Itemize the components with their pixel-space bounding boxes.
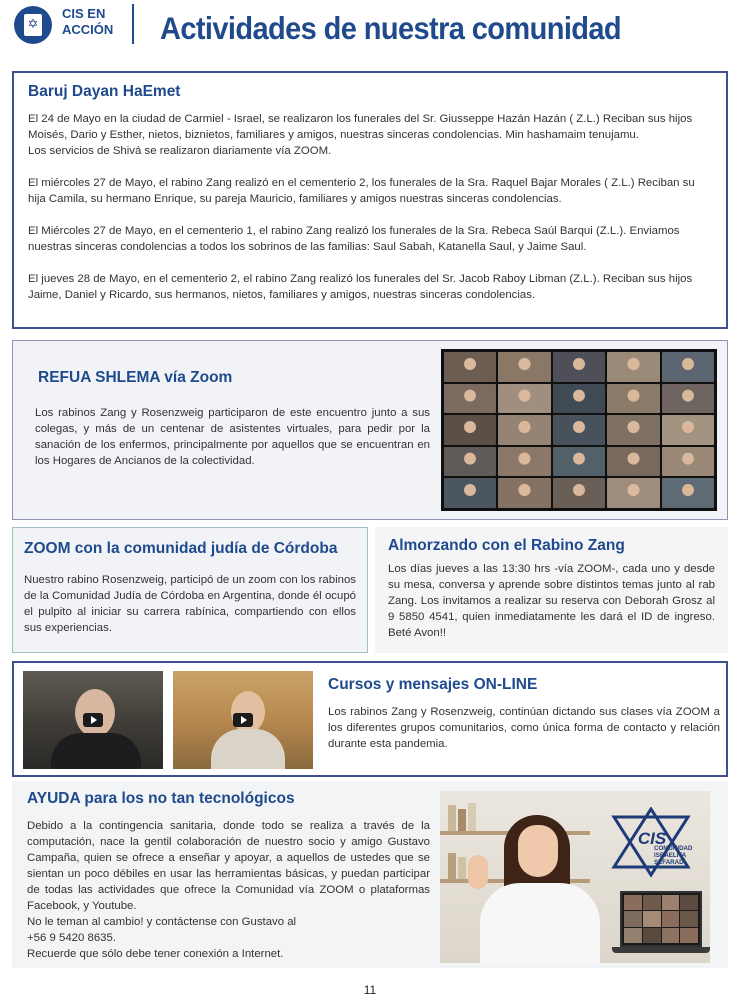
star-of-david-icon: ✡	[27, 17, 39, 32]
section-title: ZOOM con la comunidad judía de Córdoba	[24, 540, 338, 557]
paragraph: Debido a la contingencia sanitaria, donde todo se realiza a través de la computación, nace la gentil colaboración de nuestro socio y amigo Gustavo Campaña, quien se ofrece a enseñar y apoyar, a aquellos de ustedes que se sientan un poco débiles en usar las herramientas básicas, y puedan participar de todas las actividades que ofrece la Comunidad vía ZOOM o plataformas Facebook, y Youtube.	[27, 820, 430, 912]
zoom-participant-tile	[553, 415, 605, 445]
page-number: 11	[363, 983, 377, 997]
page-title: Actividades de nuestra comunidad	[160, 12, 622, 47]
section-body: Los rabinos Zang y Rosenzweig participaron de este encuentro junto a sus colegas, y más de un centenar de asistentes virtuales, para pedir por la sanación de los enfermos, principalmente por aquellos que se encuentran en los Hogares de Ancianos de la colectividad.	[35, 407, 430, 467]
play-icon[interactable]	[83, 713, 103, 727]
zoom-participant-tile	[498, 415, 550, 445]
zoom-participant-tile	[662, 352, 714, 382]
zoom-participant-tile	[662, 478, 714, 508]
brand-line-2: ACCIÓN	[62, 22, 114, 37]
zoom-participant-tile	[444, 447, 496, 477]
section-brand	[62, 6, 113, 38]
zoom-participant-tile	[607, 384, 659, 414]
zoom-participant-tile	[607, 415, 659, 445]
video-thumbnail[interactable]	[23, 671, 163, 769]
zoom-participant-tile	[607, 352, 659, 382]
section-body: Los rabinos Zang y Rosenzweig, continúan dictando sus clases vía ZOOM a los diferentes grupos comunitarios, como única forma de contacto y relación durante esta pandemia.	[328, 706, 720, 750]
zoom-participant-tile	[444, 352, 496, 382]
zoom-participant-tile	[662, 415, 714, 445]
section-title: REFUA SHLEMA vía Zoom	[38, 369, 233, 386]
section-title: Almorzando con el Rabino Zang	[388, 537, 625, 554]
phone-number: +56 9 5420 8635.	[27, 932, 116, 944]
section-body	[28, 111, 712, 303]
zoom-participant-tile	[444, 384, 496, 414]
ayuda-section	[12, 781, 728, 968]
cis-logo-badge	[14, 6, 52, 44]
refua-shlema-section	[12, 340, 728, 520]
zoom-participant-tile	[444, 415, 496, 445]
video-thumbnail[interactable]	[173, 671, 313, 769]
brand-line-1: CIS EN	[62, 6, 106, 21]
cis-logo-text: CIS	[637, 829, 667, 848]
paragraph: El miércoles 27 de Mayo, el rabino Zang realizó en el cementerio 2, los funerales de la Sra. Raquel Bajar Morales ( Z.L.) Reciban su hija Camila, su hermano Enrique, su pareja Mauricio, familiares y amigos nuestras sinceras condolencias.	[28, 177, 695, 205]
zoom-participant-tile	[498, 352, 550, 382]
paragraph: El Miércoles 27 de Mayo, en el cementerio 1, el rabino Zang realizó los funerales de la Sra. Rebeca Saúl Barqui (Z.L.). Enviamos nuestras sinceras condolencias a todos los sobrinos de las familias: Saul Sabah, Katanella Saul, y Jaime Saul.	[28, 225, 680, 253]
zoom-participant-tile	[607, 478, 659, 508]
play-icon[interactable]	[233, 713, 253, 727]
zoom-participant-tile	[444, 478, 496, 508]
zoom-participant-tile	[662, 384, 714, 414]
book-icon	[24, 14, 42, 36]
section-title: Baruj Dayan HaEmet	[28, 83, 181, 100]
paragraph: No le teman al cambio! y contáctense con Gustavo al	[27, 916, 297, 928]
cis-logo-subtitle: COMUNIDAD ISRAELITA SEFARADÍ	[654, 845, 693, 866]
woman-laptop-photo	[440, 791, 710, 963]
section-title: AYUDA para los no tan tecnológicos	[27, 790, 295, 807]
zoom-participant-tile	[498, 478, 550, 508]
laptop-zoom-screen	[620, 891, 702, 947]
zoom-participant-tile	[553, 447, 605, 477]
thumbs-up-icon	[468, 855, 488, 889]
zoom-participant-tile	[607, 447, 659, 477]
paragraph: El jueves 28 de Mayo, en el cementerio 2, el rabino Zang realizó los funerales del Sr. Jacob Raboy Libman (Z.L.). Reciban sus hijos Jaime, Daniel y Ricardo, sus hermanos, nietos, familiares y amigos, nuestras sinceras condolencias.	[28, 273, 693, 301]
section-body: Los días jueves a las 13:30 hrs -vía ZOOM-, cada uno y desde su mesa, conversa y aprende sobre distintos temas junto al rab Zang. Los invitamos a realizar su reserva con Deborah Grosz al 9 5850 4541, quien inmediatamente les dará el ID de ingreso. Beté Avon!!	[388, 563, 715, 639]
almorzando-section	[375, 527, 728, 653]
baruj-dayan-section	[12, 71, 728, 329]
zoom-participant-tile	[553, 384, 605, 414]
zoom-meeting-photo	[441, 349, 717, 511]
section-body: Nuestro rabino Rosenzweig, participó de un zoom con los rabinos de la Comunidad Judía de Córdoba en Argentina, donde él ocupó el pulpito al iniciar su carrera rabínica, compartiendo con ellos sus experiencias.	[24, 574, 356, 634]
zoom-participant-tile	[553, 478, 605, 508]
header-divider	[132, 4, 134, 44]
paragraph: Recuerde que sólo debe tener conexión a Internet.	[27, 948, 284, 960]
paragraph: El 24 de Mayo en la ciudad de Carmiel - Israel, se realizaron los funerales del Sr. Giusseppe Hazán Hazán ( Z.L.) Reciban sus hijos Moisés, Dario y Esther, nietos, biznietos, familiares y amigos, nuestras sinceras condolencias. Min hashamaim tenujamu.	[28, 113, 693, 141]
paragraph: Los servicios de Shivá se realizaron diariamente vía ZOOM.	[28, 145, 332, 157]
section-title: Cursos y mensajes ON-LINE	[328, 676, 538, 693]
zoom-participant-tile	[498, 447, 550, 477]
zoom-participant-tile	[498, 384, 550, 414]
cursos-section	[12, 661, 728, 777]
zoom-participant-tile	[662, 447, 714, 477]
section-body	[27, 818, 430, 962]
cis-star-logo	[610, 807, 692, 877]
page-header	[0, 0, 740, 60]
zoom-participant-tile	[553, 352, 605, 382]
cordoba-section	[12, 527, 368, 653]
